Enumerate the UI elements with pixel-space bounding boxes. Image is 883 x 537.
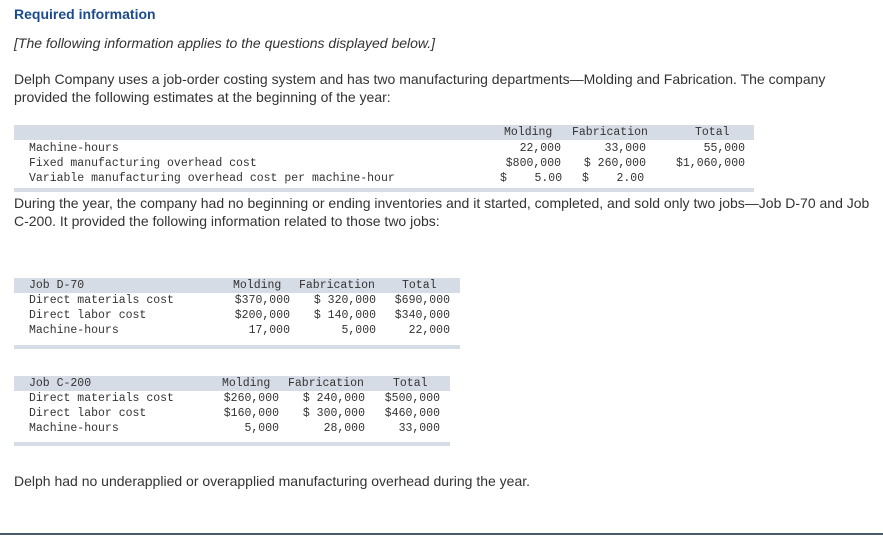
- job-title: Job C-200: [29, 377, 92, 390]
- col-header-fabrication: Fabrication: [288, 377, 364, 390]
- cell-fabrication: $ 300,000: [302, 407, 365, 420]
- cell-molding: 22,000: [519, 142, 561, 155]
- row-label: Direct materials cost: [29, 392, 174, 405]
- row-label: Machine-hours: [29, 142, 119, 155]
- cell-total: $460,000: [384, 407, 440, 420]
- cell-molding: $200,000: [234, 309, 290, 322]
- job-title: Job D-70: [29, 279, 85, 292]
- cell-fabrication: $ 2.00: [582, 172, 645, 185]
- cell-total: $690,000: [394, 294, 450, 307]
- instructions-note: [The following information applies to the questions displayed below.]: [14, 35, 436, 51]
- col-header-fabrication: Fabrication: [299, 279, 375, 292]
- cell-total: $500,000: [384, 392, 440, 405]
- cell-fabrication: $ 320,000: [313, 294, 376, 307]
- cell-total: 55,000: [703, 142, 745, 155]
- cell-molding: 5,000: [244, 422, 279, 435]
- cell-total: $340,000: [394, 309, 450, 322]
- col-header-fabrication: Fabrication: [572, 126, 648, 139]
- cell-fabrication: $ 140,000: [313, 309, 376, 322]
- row-label: Machine-hours: [29, 324, 119, 337]
- col-header-molding: Molding: [233, 279, 282, 292]
- col-header-molding: Molding: [222, 377, 271, 390]
- row-label: Direct labor cost: [29, 309, 147, 322]
- cell-molding: $ 5.00: [500, 172, 563, 185]
- cell-fabrication: $ 260,000: [583, 157, 646, 170]
- row-label: Machine-hours: [29, 422, 119, 435]
- required-information-heading: Required information: [14, 6, 156, 22]
- cell-molding: $260,000: [223, 392, 279, 405]
- row-label: Direct labor cost: [29, 407, 147, 420]
- cell-total: 22,000: [408, 324, 450, 337]
- bottom-divider: [0, 533, 883, 535]
- col-header-total: Total: [393, 377, 428, 390]
- cell-fabrication: 28,000: [323, 422, 365, 435]
- jobs-paragraph: During the year, the company had no beginning or ending inventories and it started, completed, and sold only two jobs—Job D-70 and Job C-200. It provided the following information related to those two jobs:: [14, 195, 870, 229]
- closing-paragraph: Delph had no underapplied or overapplied manufacturing overhead during the year.: [14, 473, 531, 489]
- col-header-total: Total: [695, 126, 730, 139]
- cell-fabrication: 5,000: [341, 324, 376, 337]
- row-label: Variable manufacturing overhead cost per machine-hour: [29, 172, 395, 185]
- row-label: Fixed manufacturing overhead cost: [29, 157, 257, 170]
- col-header-total: Total: [402, 279, 437, 292]
- intro-paragraph: Delph Company uses a job-order costing system and has two manufacturing departments—Molding and Fabrication. The company provided the following estimates at the beginning of the year:: [14, 71, 826, 105]
- col-header-molding: Molding: [504, 126, 553, 139]
- cell-total: 33,000: [398, 422, 440, 435]
- cell-molding: 17,000: [248, 324, 290, 337]
- cell-molding: $800,000: [505, 157, 561, 170]
- cell-molding: $370,000: [234, 294, 290, 307]
- cell-fabrication: $ 240,000: [302, 392, 365, 405]
- cell-total: $1,060,000: [675, 157, 745, 170]
- cell-fabrication: 33,000: [604, 142, 646, 155]
- row-label: Direct materials cost: [29, 294, 174, 307]
- cell-molding: $160,000: [223, 407, 279, 420]
